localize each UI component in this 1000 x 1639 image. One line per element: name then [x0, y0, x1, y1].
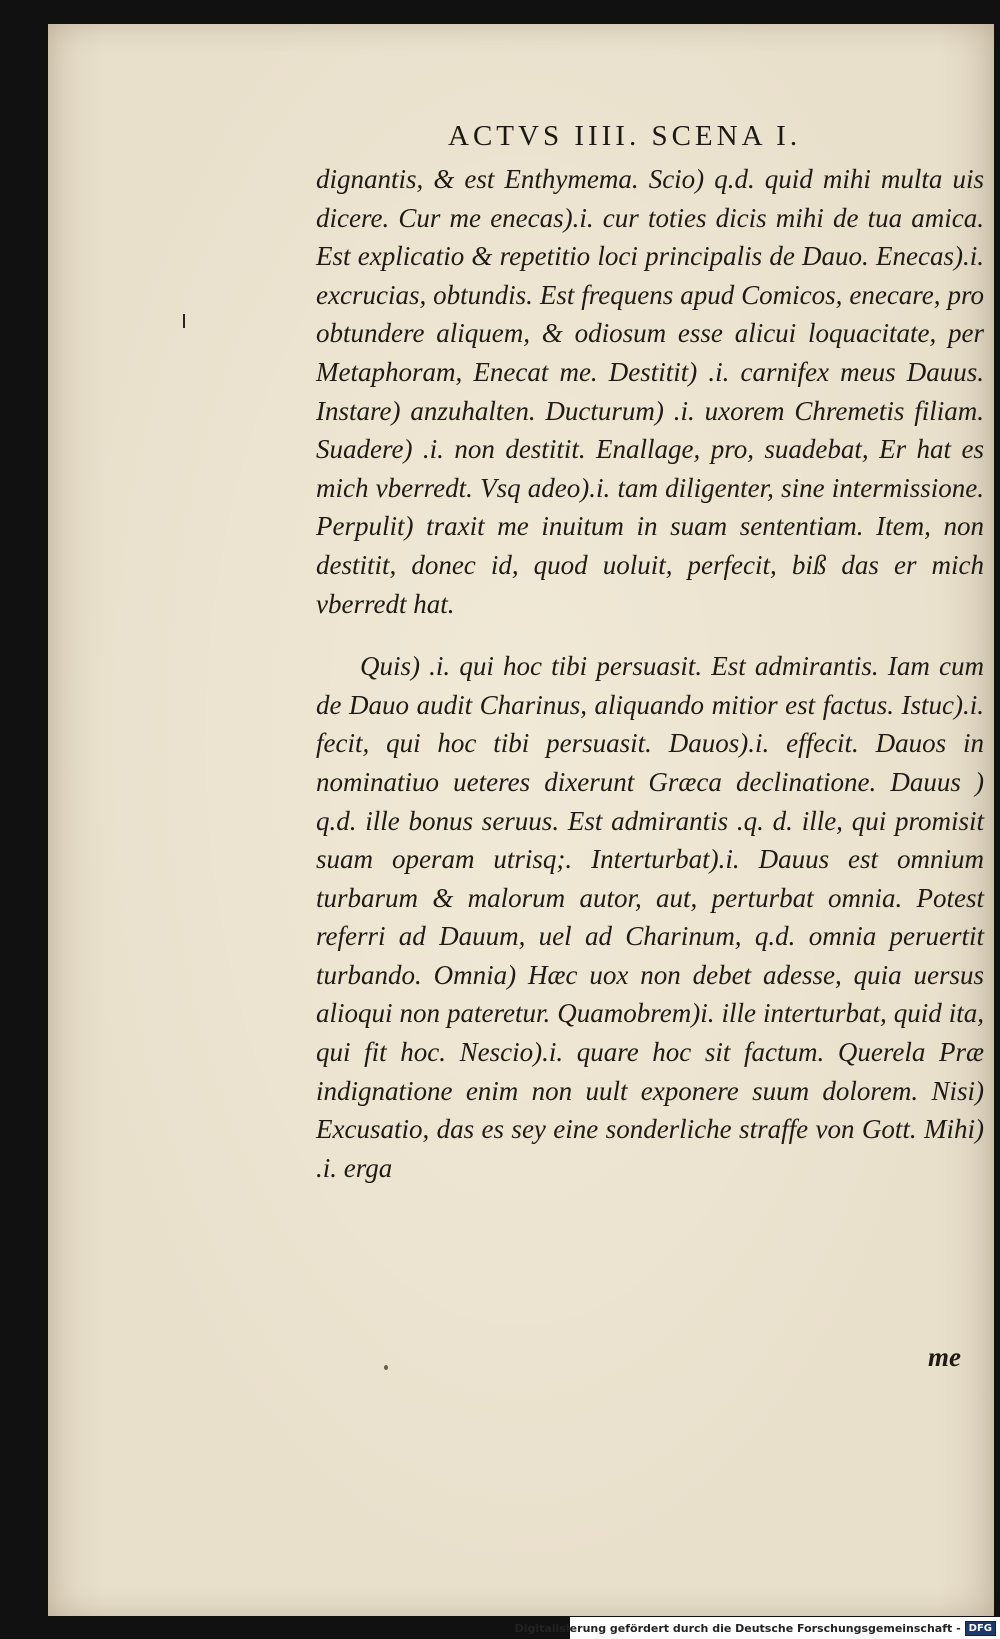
paragraph-1: dignantis, & est Enthymema. Scio) q.d. quid mihi multa uis dicere. Cur me enecas).i. cur toties dicis mihi de tua amica. Est explicatio & repetitio loci principalis de Dauo. Enecas).i. excrucias, obtundis. Est frequens apud Comicos, enecare, pro obtundere aliquem, & odiosum esse alicui loquacitate, per Metaphoram, Enecat me. Destitit) .i. carnifex meus Dauus. Instare) anzuhalten. Ducturum) .i. uxorem Chremetis filiam. Suadere) .i. non destitit. Enallage, pro, suadebat, Er hat es mich vberredt. Vsq adeo).i. tam diligenter, sine intermissione. Perpulit) traxit me inuitum in suam sententiam. Item, non destitit, donec id, quod uoluit, perfecit, biß das er mich vberredt hat.	[316, 164, 984, 619]
dfg-logo-icon: DFG	[965, 1621, 996, 1636]
ink-speck	[384, 1365, 388, 1370]
catchword: me	[928, 1342, 961, 1372]
digitization-footer	[514, 1617, 1000, 1639]
footer-credit: Digitalisierung gefördert durch die Deutsche Forschungsgemeinschaft -	[514, 1621, 961, 1635]
book-page	[48, 24, 994, 1616]
commentary-text	[316, 160, 984, 1187]
margin-mark	[183, 314, 185, 328]
running-head: ACTVS IIII. SCENA I.	[448, 120, 802, 152]
paragraph-2: Quis) .i. qui hoc tibi persuasit. Est admirantis. Iam cum de Dauo audit Charinus, aliquando mitior est factus. Istuc).i. fecit, qui hoc tibi persuasit. Dauos).i. effecit. Dauos in nominatiuo ueteres dixerunt Græca declinatione. Dauus ) q.d. ille bonus seruus. Est admirantis .q. d. ille, qui promisit suam operam utrisq;. Interturbat).i. Dauus est omnium turbarum & malorum autor, aut, perturbat omnia. Potest referri ad Dauum, uel ad Charinum, q.d. omnia peruertit turbando. Omnia) Hæc uox non debet adesse, quia uersus alioqui non pateretur. Quamobrem)i. ille interturbat, quid ita, qui fit hoc. Nescio).i. quare hoc sit factum. Querela Præ indignatione enim non uult exponere suum dolorem. Nisi) Excusatio, das es sey eine sonderliche straffe von Gott. Mihi) .i. erga	[316, 651, 984, 1183]
